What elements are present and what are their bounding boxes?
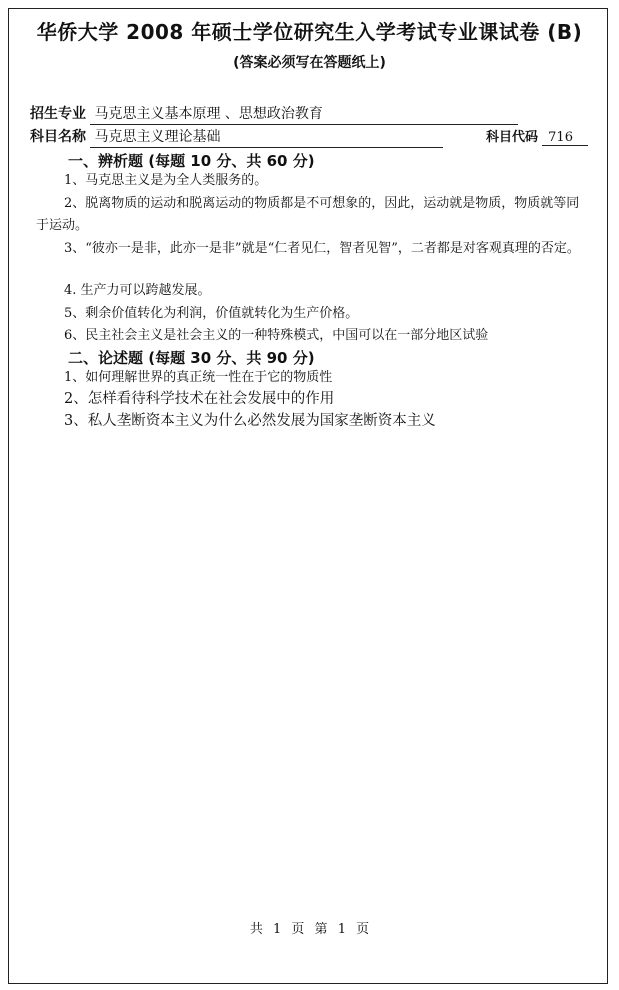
question-item: 6、民主社会主义是社会主义的一种特殊模式，中国可以在一部分地区试验 [64, 328, 489, 343]
question-item: 2、脱离物质的运动和脱离运动的物质都是不可想象的，因此，运动就是物质，物质就等同于运动。 [36, 196, 580, 233]
essay-item: 3、私人垄断资本主义为什么必然发展为国家垄断资本主义 [64, 413, 436, 429]
exam-subtitle: (答案必须写在答题纸上) [233, 55, 386, 71]
exam-title: 华侨大学 2008 年硕士学位研究生入学考试专业课试卷 (B) [36, 20, 583, 44]
subject-row [30, 126, 443, 148]
essay-item: 1、如何理解世界的真正统一性在于它的物质性 [64, 370, 333, 385]
major-value: 马克思主义基本原理 、思想政治教育 [90, 103, 518, 125]
section-heading-analysis: 一、辨析题 (每题 10 分、共 60 分) [68, 152, 315, 170]
code-value: 716 [542, 130, 588, 146]
question-item: 3、“彼亦一是非，此亦一是非”就是“仁者见仁，智者见智”，二者都是对客观真理的否定。 [64, 241, 580, 256]
question-item: 4. 生产力可以跨越发展。 [64, 283, 211, 298]
major-label: 招生专业 [30, 106, 86, 122]
code-label: 科目代码 [486, 130, 539, 145]
major-row [30, 103, 518, 125]
question-item: 5、剩余价值转化为利润，价值就转化为生产价格。 [64, 306, 359, 321]
page-number: 共 1 页 第 1 页 [249, 922, 370, 937]
subject-label: 科目名称 [30, 129, 86, 145]
subject-code [486, 126, 588, 146]
subject-value: 马克思主义理论基础 [90, 126, 443, 148]
section-heading-essay: 二、论述题 (每题 30 分、共 90 分) [68, 349, 315, 367]
essay-item: 2、怎样看待科学技术在社会发展中的作用 [64, 391, 335, 407]
question-item: 1、马克思主义是为全人类服务的。 [64, 173, 268, 188]
